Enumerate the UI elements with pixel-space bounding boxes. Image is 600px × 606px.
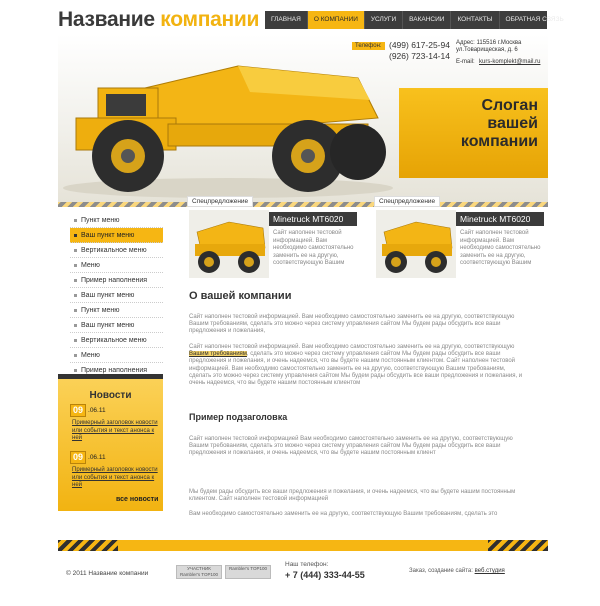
news-title: Новости	[89, 390, 132, 401]
special-offer-card[interactable]	[374, 196, 544, 286]
para-text: , сделать это можно через систему управления сайтом Мы будем рады обсудить все ваши предложения и пожелания, и очень надеемся, что вы будете нашим постоянным клиентом. Сайт наполнен тестовой информацией. Вам необходимо самостоятельно заменить ее на другую, соответствующую Вашим требованиям, сделать это можно через систему управления сайтом Мы будем рады обсудить все ваши предложения и пожелания, и очень надеемся, что вы будете нашим постоянным клиентом	[189, 351, 523, 387]
logo-part1: Название	[58, 8, 155, 31]
menu-item[interactable]: Меню	[70, 258, 163, 273]
address-line2: ул.Товарищеская, д. 6	[456, 47, 518, 53]
company-logo[interactable]	[58, 8, 259, 32]
news-date	[70, 404, 106, 417]
about-paragraph: Сайт наполнен тестовой информацией. Вам необходимо самостоятельно заменить ее на другую, соответствующую Вашим требованиям, сделать это можно через систему управления сайтом Мы будем рады обсудить все ваши предложения и пожелания,	[189, 314, 515, 335]
menu-item[interactable]: Вертикальное меню	[70, 243, 163, 258]
footer-stripe	[58, 540, 548, 551]
menu-item[interactable]: Меню	[70, 348, 163, 363]
phone-label: Телефон:	[352, 42, 385, 50]
content-paragraph: Сайт наполнен тестовой информацией Вам необходимо самостоятельно заменить ее на другую, соответствующую Вашим требованиям, сделать это можно через систему управления сайтом Мы будем рады обсудить все ваши предложения и пожелания, и очень надеемся, что вы будете нашим постоянным клиент	[189, 436, 513, 457]
subheading: Пример подзаголовка	[189, 412, 288, 422]
offer-tag: Спецпредложение	[374, 196, 440, 207]
slogan-line1: Слоган	[481, 97, 538, 114]
nav-services[interactable]: УСЛУГИ	[365, 11, 403, 29]
footer-phone: + 7 (444) 333-44-55	[285, 570, 365, 580]
logo-part2: компании	[160, 8, 260, 31]
nav-vacancies[interactable]: ВАКАНСИИ	[403, 11, 451, 29]
rambler-top-badge[interactable]: Rambler's TOP100	[225, 565, 271, 579]
phone-number-2: (926) 723-14-14	[389, 51, 450, 61]
news-day: 09	[70, 451, 86, 464]
company-slogan	[426, 97, 538, 151]
menu-item-active[interactable]: Ваш пункт меню	[70, 228, 163, 243]
all-news-link[interactable]: все новости	[116, 496, 159, 503]
about-paragraph	[189, 344, 525, 387]
menu-item[interactable]: Пункт меню	[70, 213, 163, 228]
menu-item[interactable]: Пример наполнения	[70, 363, 163, 378]
studio-link[interactable]: веб.студия	[474, 568, 505, 574]
news-day: 09	[70, 404, 86, 417]
nav-feedback[interactable]: ОБРАТНАЯ СВЯЗЬ	[505, 16, 564, 23]
para-text: Сайт наполнен тестовой информацией. Вам необходимо самостоятельно заменить ее на другую, соответствующую	[189, 344, 515, 350]
nav-contacts[interactable]: КОНТАКТЫ	[451, 11, 499, 29]
address-line1: Адрес: 115516 г.Москва	[456, 40, 522, 46]
news-month: .06.11	[88, 407, 106, 414]
content-paragraph: Мы будем рады обсудить все ваши предложения и пожелания, и очень надеемся, что вы будете нашим постоянным клиентом. Сайт наполнен тестовой информацией	[189, 489, 516, 503]
requirements-link[interactable]: Вашим требованиям	[189, 351, 247, 358]
offer-tag: Спецпредложение	[187, 196, 253, 207]
offer-title[interactable]: Minetruck MT6020	[269, 212, 357, 226]
offer-truck-image[interactable]	[189, 210, 269, 278]
offer-truck-image[interactable]	[376, 210, 456, 278]
slogan-line2: вашей компании	[460, 115, 538, 150]
menu-item[interactable]: Вертикальное меню	[70, 333, 163, 348]
news-date	[70, 451, 106, 464]
menu-item[interactable]: Пример наполнения	[70, 273, 163, 288]
site-credit	[409, 568, 505, 574]
mining-truck-image	[58, 48, 403, 198]
offer-text: Сайт наполнен тестовой информацией. Вам необходимо самостоятельно заменить ее на другую, соответствующую Вашим	[460, 230, 541, 266]
order-label: Заказ, создание сайта:	[409, 568, 473, 574]
vertical-menu	[70, 196, 163, 378]
content-paragraph: Вам необходимо самостоятельно заменить ее на другую, соответствующую Вашим требованиям, сделать это	[189, 511, 498, 517]
nav-home[interactable]: ГЛАВНАЯ	[265, 11, 308, 29]
copyright: © 2011 Название компании	[66, 570, 149, 577]
offer-text: Сайт наполнен тестовой информацией. Вам необходимо самостоятельно заменить ее на другую, соответствующую Вашим	[273, 230, 354, 266]
special-offer-card[interactable]	[187, 196, 357, 286]
email-link[interactable]: kurs-komplekt@mail.ru	[479, 59, 541, 65]
email-label: E-mail:	[456, 59, 475, 65]
rambler-counter-badge[interactable]: УЧАСТНИК Rambler's TOP100	[176, 565, 222, 579]
news-month: .06.11	[88, 454, 106, 461]
menu-item[interactable]: Ваш пункт меню	[70, 288, 163, 303]
about-heading: О вашей компании	[189, 290, 292, 302]
footer-phone-label: Наш телефон:	[285, 561, 329, 568]
menu-item[interactable]: Пункт меню	[70, 303, 163, 318]
news-item-link[interactable]: Примерный заголовок новости или события и текст анонса к ней	[72, 420, 158, 441]
top-navigation	[265, 11, 564, 29]
news-block	[58, 374, 163, 511]
news-item-link[interactable]: Примерный заголовок новости или события и текст анонса к ней	[72, 467, 158, 488]
nav-about[interactable]: О КОМПАНИИ	[308, 11, 365, 29]
menu-item[interactable]: Ваш пункт меню	[70, 318, 163, 333]
phone-number-1: (499) 617-25-94	[389, 40, 450, 50]
offer-title[interactable]: Minetruck MT6020	[456, 212, 544, 226]
